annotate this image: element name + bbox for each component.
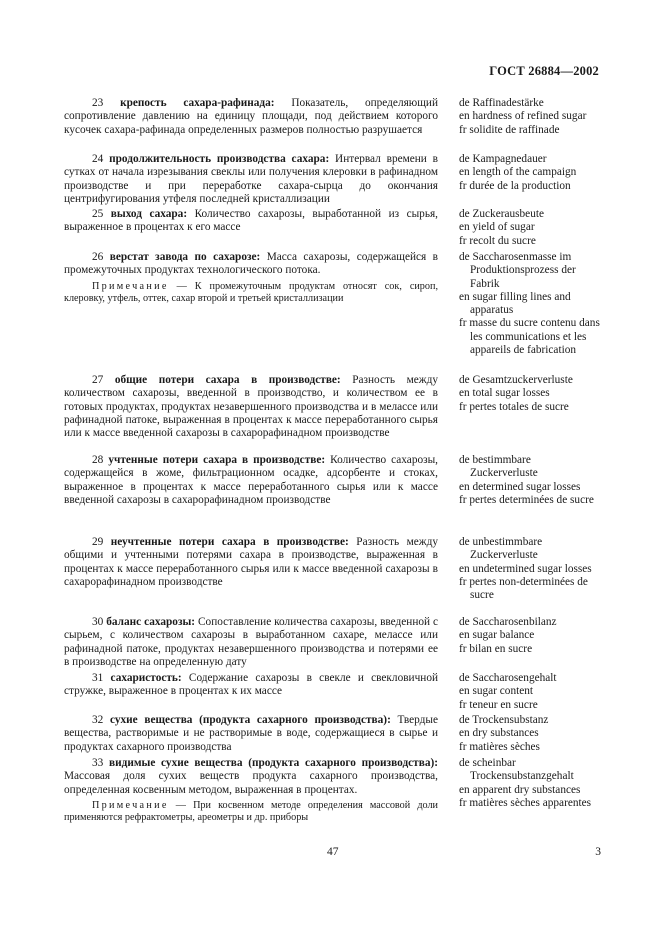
entry-term: крепость сахара-рафинада: xyxy=(120,97,275,109)
translation-fr: fr matières sèches xyxy=(459,740,540,753)
entry-text: Разность между общими и учтенными потерями сахара в производстве, выраженная в процентах к массе переработанного сырья или к массе введенной сахарозы в сахарорафинадном производстве xyxy=(64,536,438,588)
entry-number: 30 xyxy=(92,616,104,628)
entry-translations xyxy=(459,208,601,248)
entry-number: 33 xyxy=(92,757,104,769)
translation-en: en sugar balance xyxy=(459,629,535,642)
translation-de: de unbestimmbare Zuckerverluste xyxy=(459,536,543,562)
translation-fr: fr pertes totales de sucre xyxy=(459,400,569,413)
entry-term: сухие вещества (продукта сахарного производства): xyxy=(109,714,391,726)
translation-en: en sugar content xyxy=(459,685,534,698)
translation-en: en sugar filling lines and apparatus xyxy=(459,290,571,317)
translation-fr: fr teneur en sucre xyxy=(459,698,538,711)
entry-text: Показатель, определяющий сопротивление давлению на единицу площади, под действием которого кусочек сахара-рафинада определенных размеров полностью разрушается xyxy=(64,97,439,136)
entry-note xyxy=(64,281,438,306)
entry-translations xyxy=(459,97,601,137)
entry-text: Интервал времени в сутках от начала изрезывания свеклы или получения клеровки в рафинадном производстве и при переработке сахара-сырца до окончания центрифугирования утфеля последней кристаллизации xyxy=(64,153,439,205)
translation-de: de Saccharosenbilanz xyxy=(459,616,557,628)
entry-definition xyxy=(64,153,438,206)
entry-definition xyxy=(64,616,438,669)
translation-en: en hardness of refined sugar xyxy=(459,110,587,123)
entry-number: 23 xyxy=(92,97,104,109)
translation-en: en apparent dry substances xyxy=(459,783,581,796)
translation-de: de Gesamtzuckerverluste xyxy=(459,374,573,386)
entry-definition xyxy=(64,536,438,589)
entry-term: выход сахара: xyxy=(110,208,188,220)
translation-fr: fr pertes non-determinées de sucre xyxy=(459,575,588,602)
sheet-number: 3 xyxy=(595,846,601,858)
translation-fr: fr masse du sucre contenu dans les communications et les appareils de fabrication xyxy=(459,317,600,357)
translation-fr: fr recolt du sucre xyxy=(459,234,536,247)
entry-definition xyxy=(64,97,438,137)
translation-de: de Raffinadestärke xyxy=(459,97,544,109)
translation-en: en yield of sugar xyxy=(459,221,535,234)
entry-number: 25 xyxy=(92,208,104,220)
entry-text: Содержание сахарозы в свекле и свекловичной стружке, выраженное в процентах к их массе xyxy=(64,672,439,698)
entry-translations xyxy=(459,672,601,712)
note-text: — При косвенном методе определения массовой доли применяются рефрактометры, ареометры и др. приборы xyxy=(64,799,438,824)
translation-de: de Trockensubstanz xyxy=(459,714,549,726)
translation-en: en length of the campaign xyxy=(459,166,577,179)
translation-fr: fr durée de la production xyxy=(459,179,571,192)
entry-term: продолжительность производства сахара: xyxy=(109,153,330,165)
entry-definition xyxy=(64,374,438,440)
entry-number: 24 xyxy=(92,153,104,165)
entry-number: 27 xyxy=(92,374,104,386)
translation-de: de Kampagnedauer xyxy=(459,153,547,165)
entry-translations xyxy=(459,454,601,507)
note-label: Примечание xyxy=(92,280,169,292)
translation-de: de bestimmbare Zuckerverluste xyxy=(459,454,538,480)
translation-en: en dry substances xyxy=(459,727,539,740)
entry-text: Количество сахарозы, содержащейся в жоме, фильтрационном осадке, адсорбенте и стоках, выраженное в процентах к массе переработанного сырья или к массе введенной сахарозы в сахарорафинадном производстве xyxy=(64,454,438,506)
entry-translations xyxy=(459,251,601,357)
entry-translations xyxy=(459,374,601,414)
translation-en: en undetermined sugar losses xyxy=(459,562,592,575)
entry-term: неучтенные потери сахара в производстве: xyxy=(110,536,349,548)
entry-text: Количество сахарозы, выработанной из сырья, выраженное в процентах к его массе xyxy=(64,208,438,234)
entry-translations xyxy=(459,536,601,602)
translation-en: en determined sugar losses xyxy=(459,480,581,493)
translation-fr: fr bilan en sucre xyxy=(459,642,533,655)
entry-definition xyxy=(64,251,438,306)
translation-fr: fr pertes determinées de sucre xyxy=(459,493,594,506)
entry-definition xyxy=(64,714,438,754)
entry-translations xyxy=(459,616,601,656)
entry-text: Твердые вещества, растворимые и не растворимые в воде, содержащиеся в сырье и продуктах сахарного производства xyxy=(64,714,439,753)
entry-number: 31 xyxy=(92,672,104,684)
note-text: — К промежуточным продуктам относят сок, сироп, клеровку, утфель, оттек, сахар второй и третьей кристаллизации xyxy=(64,280,438,305)
entry-term: учтенные потери сахара в производстве: xyxy=(108,454,326,466)
entry-term: сахаристость: xyxy=(110,672,182,684)
translation-de: de Zuckerausbeute xyxy=(459,208,544,220)
entry-text: Массовая доля сухих веществ продукта сахарного производства, определенная косвенным методом, выраженная в процентах. xyxy=(64,770,438,796)
entry-translations xyxy=(459,714,601,754)
entry-number: 26 xyxy=(92,251,104,263)
translation-de: de scheinbar Trockensubstanzgehalt xyxy=(459,757,574,783)
entry-definition xyxy=(64,454,438,507)
page-header: ГОСТ 26884—2002 xyxy=(489,64,599,78)
entry-number: 28 xyxy=(92,454,104,466)
translation-fr: fr solidite de raffinade xyxy=(459,123,560,136)
entry-translations xyxy=(459,153,601,193)
entry-text: Разность между количеством сахарозы, введенной в производство, и количеством ее в готовых продуктах, продуктах незавершенного производства и в мелассе или рафинадной патоке, выраженная в процентах к массе переработанного сырья или к массе введенной сахарозы в сахарорафинадном производстве xyxy=(64,374,438,440)
entry-text: Масса сахарозы, содержащейся в промежуточных продуктах технологического потока. xyxy=(64,251,438,277)
entry-term: видимые сухие вещества (продукта сахарного производства): xyxy=(109,757,438,769)
entry-number: 32 xyxy=(92,714,104,726)
entry-term: баланс сахарозы: xyxy=(106,616,196,628)
entry-definition xyxy=(64,208,438,235)
note-label: Примечание xyxy=(92,799,169,811)
translation-de: de Saccharosengehalt xyxy=(459,672,557,684)
entry-term: верстат завода по сахарозе: xyxy=(109,251,261,263)
entry-translations xyxy=(459,757,601,810)
page-number: 47 xyxy=(327,846,339,858)
entry-definition xyxy=(64,757,438,825)
entry-text: Сопоставление количества сахарозы, введенной с сырьем, с количеством сахарозы в выработанном сахаре, мелассе или рафинадной патоке, продуктах незавершенного производства и потерями ее в производстве на определенную дату xyxy=(64,616,439,668)
translation-de: de Saccharosenmasse im Produktionsprozess der Fabrik xyxy=(459,251,576,290)
entry-term: общие потери сахара в производстве: xyxy=(114,374,341,386)
translation-fr: fr matières sèches apparentes xyxy=(459,796,592,809)
entry-number: 29 xyxy=(92,536,104,548)
translation-en: en total sugar losses xyxy=(459,387,550,400)
entry-note xyxy=(64,800,438,825)
entry-definition xyxy=(64,672,438,699)
